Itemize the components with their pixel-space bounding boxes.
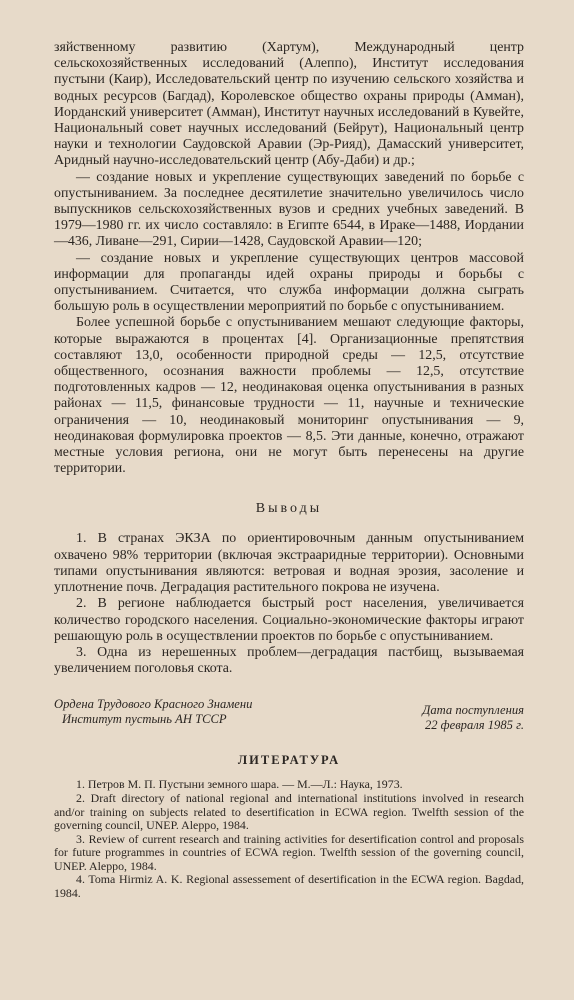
conclusion-2: 2. В регионе наблюдается быстрый рост населения, увеличивается количество городского населения. Социально-экономические факторы играют решающую роль в осуществлении проектов по борьбе с опустыниванием. (54, 596, 524, 644)
reference-2: 2. Draft directory of national regional and international institutions involved in research and/or training on subjects related to desertification in ECWA region. Twelfth session of the governing council, UNEP. Aleppo, 1984. (54, 790, 524, 833)
body-paragraph-3: — создание новых и укрепление существующих центров массовой информации для пропаганды идей охраны природы и борьбы с опустыниванием. Считается, что служба информации должна сыграть большую роль в осуществлении мероприятий по борьбе с опустыниванием. (54, 250, 524, 315)
reference-1: 1. Петров М. П. Пустыни земного шара. — М.—Л.: Наука, 1973. (76, 777, 403, 792)
received-date-block (422, 697, 524, 733)
reference-4: 4. Toma Hirmiz A. K. Regional assessement of desertification in the ECWA region. Bagdad, 1984. (54, 872, 524, 901)
received-date-label: Дата поступления (422, 703, 524, 718)
institution-block (54, 697, 252, 733)
conclusions-heading: Выводы (255, 501, 323, 517)
literature-heading: ЛИТЕРАТУРА (237, 753, 341, 768)
institution-line-1: Ордена Трудового Красного Знамени (54, 697, 253, 712)
conclusion-1: 1. В странах ЭКЗА по ориентировочным данным опустыниванием охвачено 98% территории (включая экстрааридные территории). Основными типами опустынивания являются: ветровая и водная эрозия, засоление и уплотнение почв. Деградация растительного покрова не изучена. (54, 531, 524, 596)
body-paragraph-4: Более успешной борьбе с опустыниванием мешают следующие факторы, которые выражаются в процентах [4]. Организационные препятствия составляют 13,0, особенности природной среды — 12,5, отсутствие общественного, осознания важности проблемы — 12,5, отсутствие подготовленных кадров — 12, неодинаковая оценка опустынивания в разных районах — 11,5, финансовые трудности — 11, научные и технические ограничения — 10, неодинаковый мониторинг опустынивания — 9, неодинаковая формулировка проектов — 8,5. Эти данные, конечно, отражают местные условия региона, они не могут быть перенесены на другие территории. (54, 315, 524, 477)
received-date-value: 22 февраля 1985 г. (424, 718, 524, 733)
body-paragraph-2: — создание новых и укрепление существующих заведений по борьбе с опустыниванием. За последнее десятилетие значительно увеличилось число выпускников сельскохозяйственных вузов и средних учебных заведений. В 1979—1980 гг. их число составляло: в Египте 6544, в Ираке—1488, Иордании—436, Ливане—291, Сирии—1428, Саудовской Аравии—120; (54, 169, 524, 250)
conclusion-3: 3. Одна из нерешенных проблем—деградация пастбищ, вызываемая увеличением поголовья скота. (54, 644, 524, 677)
body-paragraph-1: зяйственному развитию (Хартум), Международный центр сельскохозяйственных исследований (Алеппо), Институт исследования пустыни (Каир), Исследовательский центр по изучению сельского хозяйства и водных ресурсов (Багдад), Королевское общество охраны природы (Амман), Иорданский университет (Амман), Институт научных исследований в Кувейте, Национальный совет научных исследований (Бейрут), Национальный центр науки и технологии Саудовской Аравии (Эр-Рияд), Дамасский университет, Аридный научно-исследовательский центр (Абу-Даби) и др.; (54, 40, 524, 169)
institution-line-2: Институт пустынь АН ТССР (62, 712, 227, 727)
signature-block (54, 697, 524, 733)
reference-3: 3. Review of current research and training activities for desertification control and proposals for future programmes in countries of ECWA region. Twelfth session of the governing council, UNEP. Aleppo, 1984. (54, 831, 524, 873)
